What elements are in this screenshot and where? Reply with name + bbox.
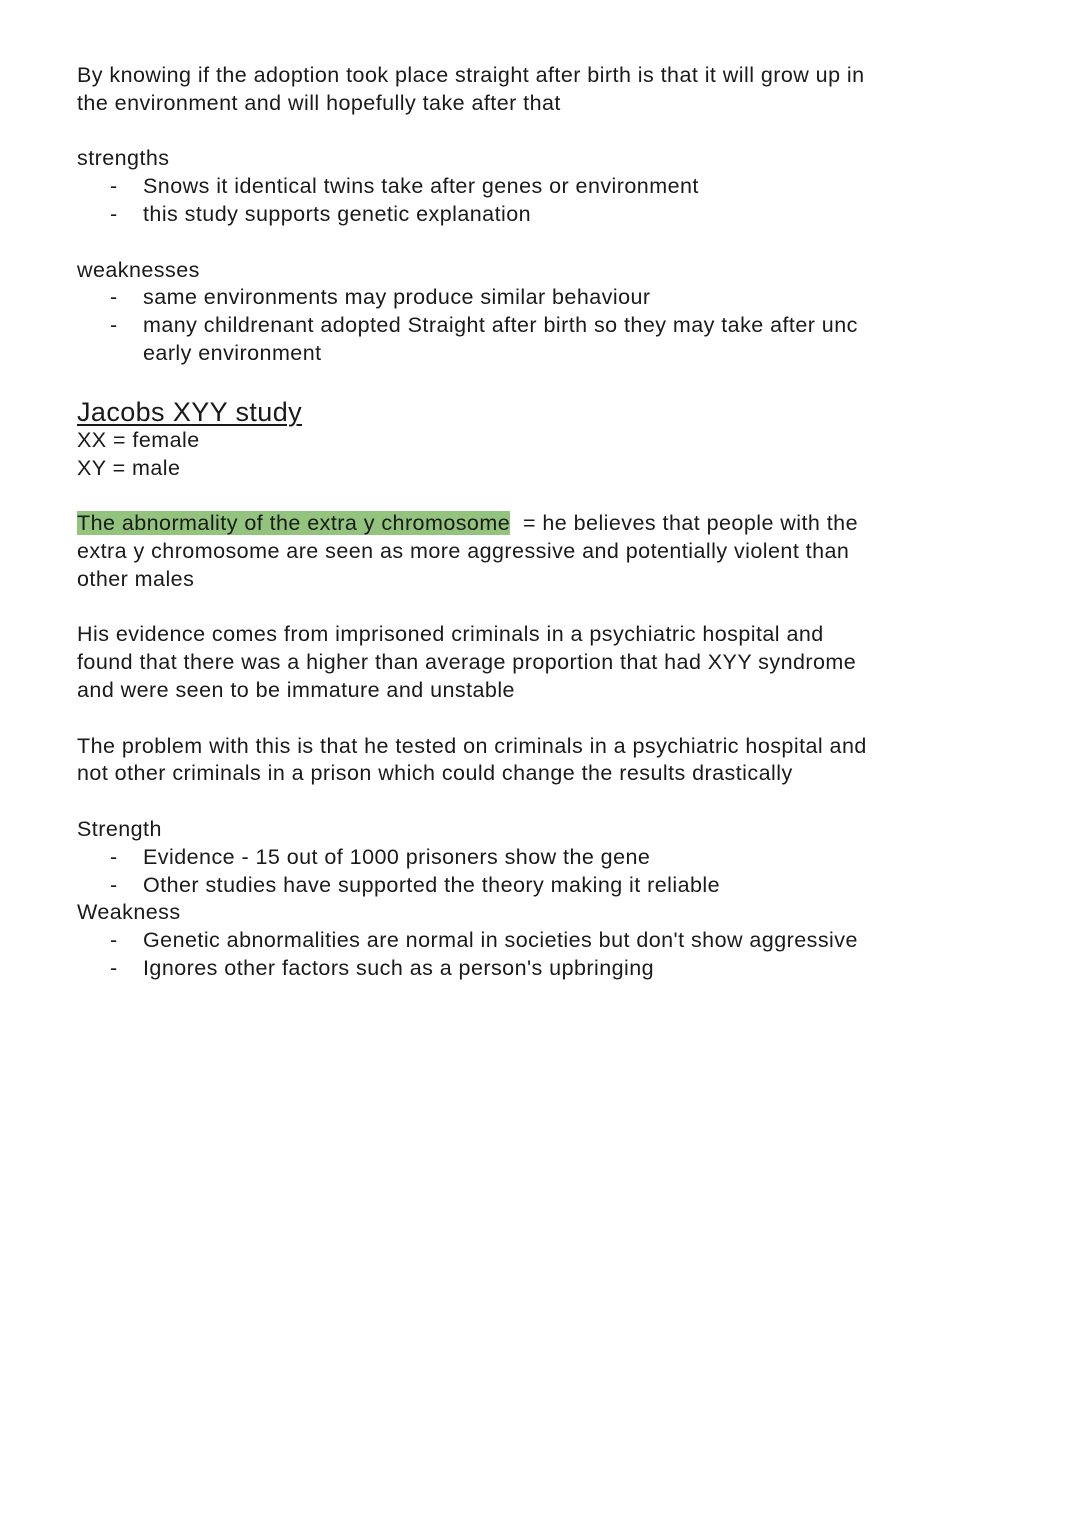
strengths-label: strengths bbox=[77, 146, 170, 171]
document-page bbox=[77, 62, 1017, 983]
weakness-label: Weakness bbox=[77, 900, 181, 925]
paragraph-line: other males bbox=[77, 566, 195, 591]
paragraph-line: extra y chromosome are seen as more aggressive and potentially violent than bbox=[77, 538, 850, 563]
weaknesses-label: weaknesses bbox=[77, 257, 200, 282]
list-item: - Genetic abnormalities are normal in societies but don't show aggressive bbox=[110, 928, 858, 953]
list-item: - Snows it identical twins take after genes or environment bbox=[110, 174, 699, 199]
paragraph-line: The problem with this is that he tested on criminals in a psychiatric hospital and bbox=[77, 733, 867, 758]
definition: XY = male bbox=[77, 455, 181, 480]
list-item-continuation: early environment bbox=[143, 340, 322, 365]
list-item: - same environments may produce similar behaviour bbox=[110, 285, 651, 310]
section-heading: Jacobs XYY study bbox=[77, 396, 303, 427]
list-item: - many childrenant adopted Straight after birth so they may take after unc bbox=[110, 313, 858, 338]
list-item: - Evidence - 15 out of 1000 prisoners show the gene bbox=[110, 844, 651, 869]
intro-line: the environment and will hopefully take after that bbox=[77, 90, 561, 115]
strength-label: Strength bbox=[77, 816, 162, 841]
paragraph-line: His evidence comes from imprisoned criminals in a psychiatric hospital and bbox=[77, 622, 824, 647]
paragraph-line: and were seen to be immature and unstable bbox=[77, 677, 515, 702]
list-item: - Other studies have supported the theory making it reliable bbox=[110, 872, 721, 897]
list-item: - this study supports genetic explanation bbox=[110, 201, 532, 226]
paragraph-line: found that there was a higher than average proportion that had XYY syndrome bbox=[77, 650, 857, 675]
highlighted-text: The abnormality of the extra y chromosome bbox=[77, 511, 511, 536]
intro-line: By knowing if the adoption took place straight after birth is that it will grow up in bbox=[77, 63, 865, 87]
definition: XX = female bbox=[77, 427, 200, 452]
paragraph-line: The abnormality of the extra y chromosome = he believes that people with the bbox=[77, 511, 858, 536]
list-item: - Ignores other factors such as a person's upbringing bbox=[110, 955, 655, 980]
paragraph-line: not other criminals in a prison which could change the results drastically bbox=[77, 761, 793, 786]
